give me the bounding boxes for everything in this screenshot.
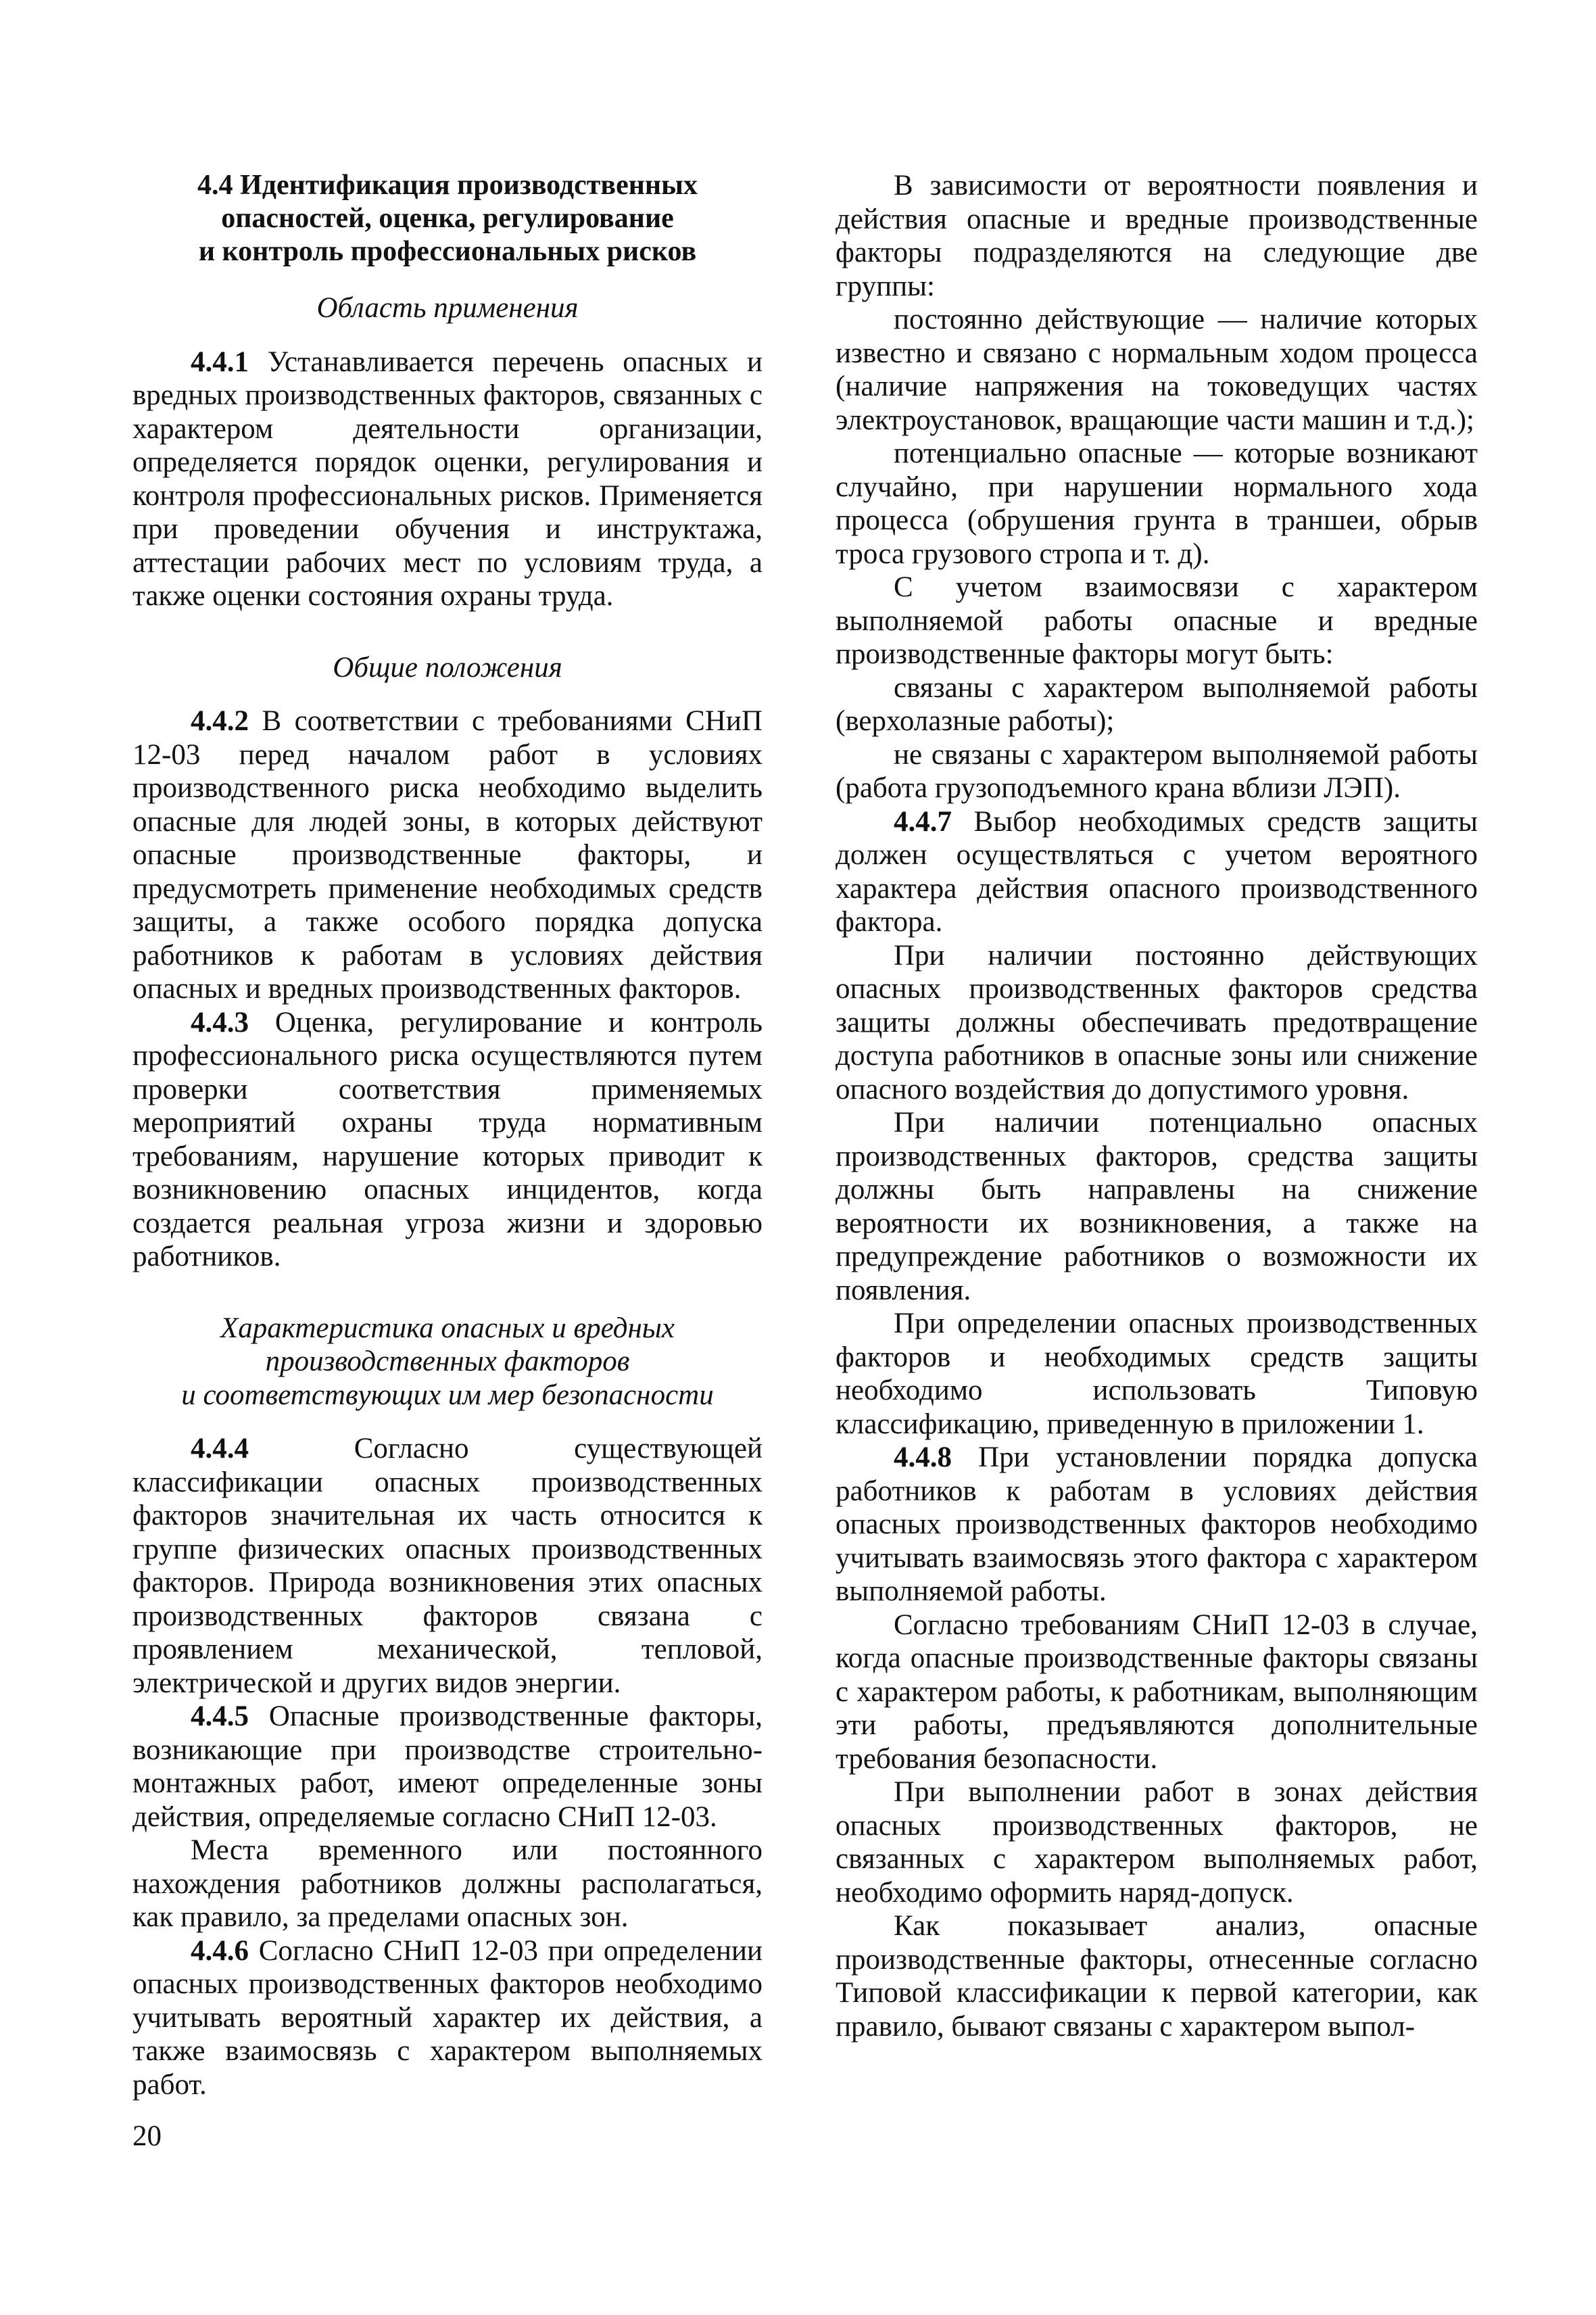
paragraph-4-4-4 (132, 1432, 763, 1700)
clause-number: 4.4.8 (894, 1441, 952, 1473)
paragraph-text: При установлении порядка допуска работников к работам в условиях действия опасных производственных факторов необходимо учитывать взаимосвязь этого фактора с характером выполняемой работы. (836, 1441, 1478, 1607)
subheading-line: производственных факторов (265, 1345, 630, 1377)
left-column (132, 169, 763, 2101)
subsection-title-general: Общие положения (333, 651, 562, 684)
paragraph-text: Устанавливается перечень опасных и вредных производственных факторов, связанных с характером деятельности организации, определяется порядок оценки, регулирования и контроля профессиональных рисков. Применяется при проведении обучения и инструктажа, аттестации рабочих мест по условиям труда, а также оценки состояния охраны труда. (132, 345, 763, 612)
paragraph-text: Оценка, регулирование и контроль профессионального риска осуществляются путем проверки соответствия применяемых мероприятий охраны труда нормативным требованиям, нарушение которых приводит к возникновению опасных инцидентов, когда создается реальная угроза жизни и здоровью работников. (132, 1006, 763, 1272)
clause-number: 4.4.5 (191, 1700, 249, 1732)
paragraph-constant-factors: постоянно действующие — наличие которых известно и связано с нормальным ходом процесса (наличие напряжения на токоведущих частях электроустановок, вращающие части машин и т.д.); (836, 304, 1478, 436)
paragraph-4-4-5 (132, 1700, 763, 1834)
heading-line: и контроль профессиональных рисков (198, 236, 697, 267)
paragraph-unrelated: не связаны с характером выполняемой работы (работа грузоподъемного крана вблизи ЛЭП). (836, 738, 1478, 804)
right-column (836, 169, 1478, 2043)
paragraph-text: Опасные производственные факторы, возникающие при производстве строительно-монтажных работ, имеют определенные зоны действия, определяемые согласно СНиП 12-03. (132, 1700, 763, 1833)
subsection-title-characteristics (132, 1312, 763, 1412)
paragraph-snip-requirements: Согласно требованиям СНиП 12-03 в случае, когда опасные производственные факторы связаны с характером работы, к работникам, выполняющим эти работы, предъявляются дополнительные требования безопасности. (836, 1608, 1478, 1775)
paragraph-groups-intro: В зависимости от вероятности появления и действия опасные и вредные производственные факторы подразделяются на следующие две группы: (836, 170, 1478, 302)
spacer (132, 1274, 763, 1312)
clause-number: 4.4.1 (191, 345, 249, 378)
paragraph-4-4-6 (132, 1934, 763, 2102)
paragraph-text: Выбор необходимых средств защиты должен осуществляться с учетом вероятного характера действия опасного производственного фактора. (836, 805, 1478, 938)
paragraph-analysis: Как показывает анализ, опасные производственные факторы, отнесенные согласно Типовой классификации к первой категории, как правило, бывают связаны с характером выпол- (836, 1910, 1478, 2043)
clause-number: 4.4.3 (191, 1006, 249, 1039)
clause-number: 4.4.6 (191, 1934, 249, 1967)
clause-number: 4.4.7 (894, 805, 952, 838)
spacer (132, 613, 763, 651)
heading-line: 4.4 Идентификация производственных (197, 170, 698, 201)
paragraph-text: Согласно СНиП 12-03 при определении опасных производственных факторов необходимо учитывать вероятный характер их действия, а также взаимосвязь с характером выполняемых работ. (132, 1934, 763, 2101)
heading-line: опасностей, оценка, регулирование (221, 203, 674, 234)
subsection-title-scope: Область применения (316, 292, 579, 324)
paragraph-work-permit: При выполнении работ в зонах действия опасных производственных факторов, не связанных с характером выполняемых работ, необходимо оформить наряд-допуск. (836, 1776, 1478, 1909)
paragraph-relation-intro: С учетом взаимосвязи с характером выполняемой работы опасные и вредные производственные факторы могут быть: (836, 571, 1478, 670)
paragraph-4-4-5-b: Места временного или постоянного нахождения работников должны располагаться, как правило, за пределами опасных зон. (132, 1834, 763, 1933)
section-heading (132, 169, 763, 268)
paragraph-4-4-1 (132, 345, 763, 613)
clause-number: 4.4.4 (191, 1433, 249, 1464)
paragraph-related: связаны с характером выполняемой работы (верхолазные работы); (836, 671, 1478, 737)
paragraph-4-4-8 (836, 1441, 1478, 1608)
paragraph-4-4-3 (132, 1006, 763, 1274)
page-number: 20 (132, 2120, 162, 2152)
paragraph-4-4-7 (836, 805, 1478, 939)
subheading-line: и соответствующих им мер безопасности (181, 1379, 714, 1411)
paragraph-4-4-2 (132, 705, 763, 1006)
subheading-line: Характеристика опасных и вредных (220, 1312, 675, 1344)
paragraph-text: В соответствии с требованиями СНиП 12-03 перед началом работ в условиях производственного риска необходимо выделить опасные для людей зоны, в которых действуют опасные производственные факторы, и предусмотреть применение необходимых средств защиты, а также особого порядка допуска работников к работам в условиях действия опасных и вредных производственных факторов. (132, 705, 763, 1005)
paragraph-constant-protection: При наличии постоянно действующих опасных производственных факторов средства защиты должны обеспечивать предотвращение доступа работников в опасные зоны или снижение опасного воздействия до допустимого уровня. (836, 939, 1478, 1105)
paragraph-potential-factors: потенциально опасные — которые возникают случайно, при нарушении нормального хода процесса (обрушения грунта в траншеи, обрыв троса грузового стропа и т. д). (836, 437, 1478, 570)
paragraph-classification: При определении опасных производственных факторов и необходимых средств защиты необходимо использовать Типовую классификацию, приведенную в приложении 1. (836, 1308, 1478, 1440)
clause-number: 4.4.2 (191, 705, 249, 737)
paragraph-potential-protection: При наличии потенциально опасных производственных факторов, средства защиты должны быть направлены на снижение вероятности их возникновения, а также на предупреждение работников о возможности их появления. (836, 1107, 1478, 1306)
paragraph-text: Согласно существующей классификации опасных производственных факторов значительная их часть относится к группе физических опасных производственных факторов. Природа возникновения этих опасных производственных факторов связана с проявлением механической, тепловой, электрической и других видов энергии. (132, 1433, 763, 1699)
